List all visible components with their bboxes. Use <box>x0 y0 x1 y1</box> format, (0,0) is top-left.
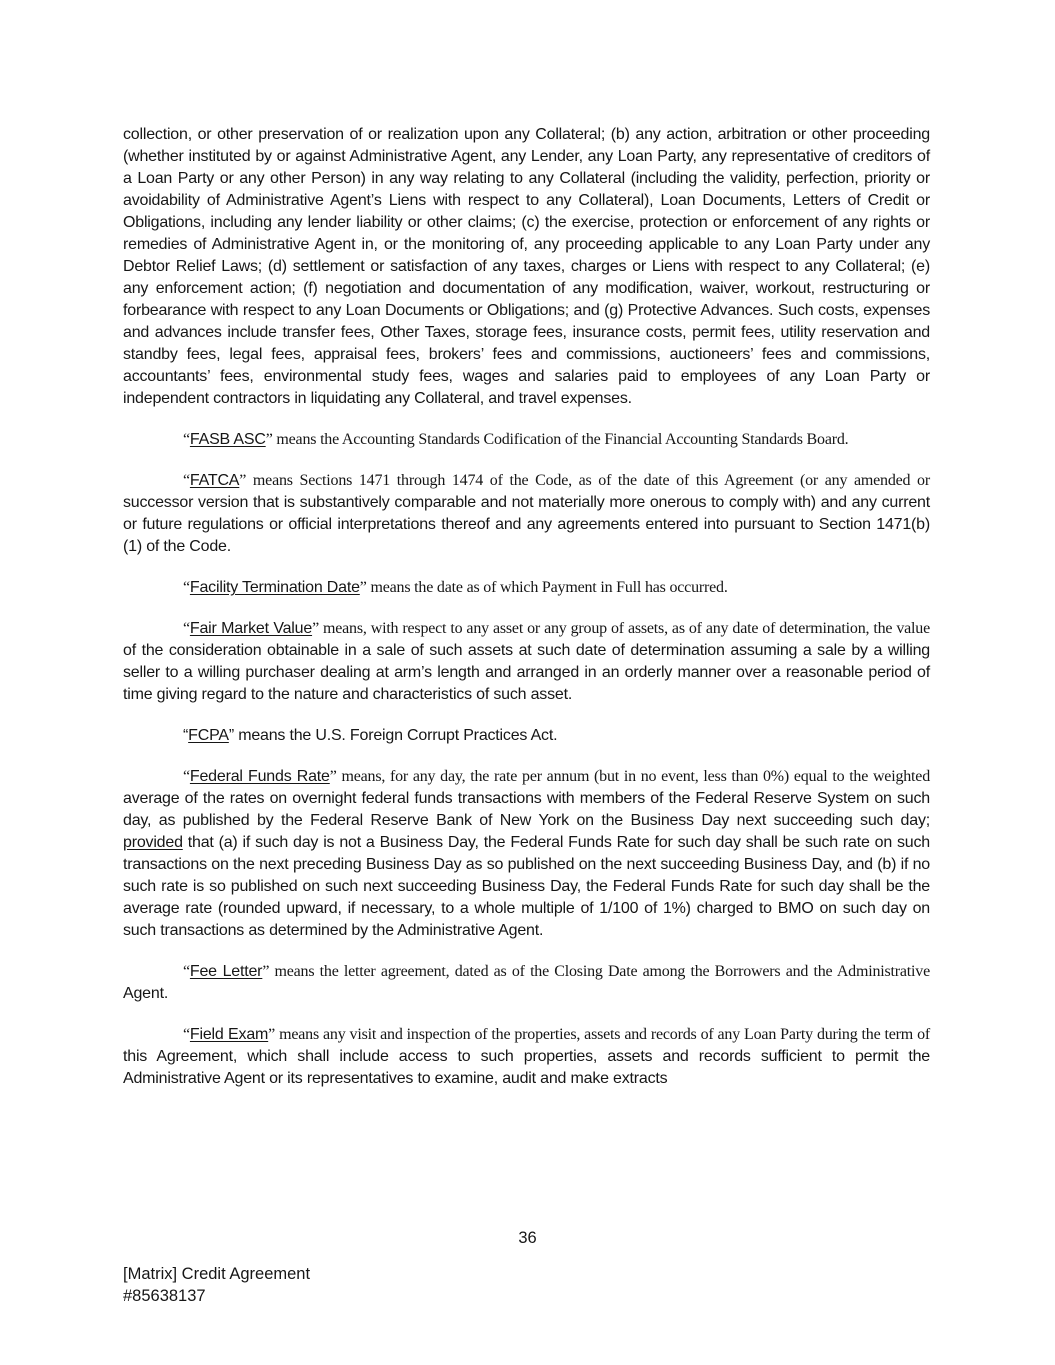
defined-term-fatca: FATCA <box>189 472 240 489</box>
defined-term-fee-letter: Fee Letter <box>189 963 263 980</box>
definition-text: ” means any visit and inspection of the properties, assets and records of any Loan Party during the term of this Agreement, which shall include access to such properties, assets and records sufficient to permit the Administrative Agent or its representatives to examine, audit and make extracts <box>123 1026 930 1087</box>
open-quote: “ <box>183 472 190 489</box>
definition-text: ” means the U.S. Foreign Corrupt Practices Act. <box>228 727 558 744</box>
definition-federal-funds-rate <box>123 766 930 942</box>
open-quote: “ <box>183 579 190 596</box>
open-quote: “ <box>183 963 190 980</box>
definition-fair-market-value <box>123 618 930 706</box>
defined-term-facility-termination-date: Facility Termination Date <box>189 579 360 596</box>
definition-text: ” means, with respect to any asset or any group of assets, as of any date of determination, the value of the consideration obtainable in a sale of such assets at such date of determination assuming a sale by a willing seller to a willing purchaser dealing at arm’s length and arranged in an orderly manner over a reasonable period of time giving regard to the nature and characteristics of such asset. <box>123 620 930 703</box>
definition-facility-termination-date <box>123 577 930 599</box>
definition-text: that (a) if such day is not a Business Day, the Federal Funds Rate for such day shall be such rate on such transactions on the next preceding Business Day as so published on the next succeeding Business Day, and (b) if no such rate is so published on such next succeeding Business Day, the Federal Funds Rate for such day shall be the average rate (rounded upward, if necessary, to a whole multiple of 1/100 of 1%) charged to BMO on such day on such transactions as determined by the Administrative Agent. <box>123 834 930 939</box>
open-quote: “ <box>183 1026 190 1043</box>
open-quote: “ <box>183 768 190 785</box>
open-quote: “ <box>183 727 189 744</box>
paragraph-continuation: collection, or other preservation of or realization upon any Collateral; (b) any action, arbitration or other proceeding (whether instituted by or against Administrative Agent, any Lender, any Loan Party, any representative of creditors of a Loan Party or any other Person) in any way relating to any Collateral (including the validity, perfection, priority or avoidability of Administrative Agent’s Liens with respect to any Collateral), Loan Documents, Letters of Credit or Obligations, including any lender liability or other claims; (c) the exercise, protection or enforcement of any rights or remedies of Administrative Agent in, or the monitoring of, any proceeding applicable to any Loan Party under any Debtor Relief Laws; (d) settlement or satisfaction of any taxes, charges or Liens with respect to any Collateral; (e) any enforcement action; (f) negotiation and documentation of any modification, waiver, workout, restructuring or forbearance with respect to any Loan Documents or Obligations; and (g) Protective Advances. Such costs, expenses and advances include transfer fees, Other Taxes, storage fees, insurance costs, permit fees, utility reservation and standby fees, legal fees, appraisal fees, brokers’ fees and commissions, auctioneers’ fees and commissions, accountants’ fees, environmental study fees, wages and salaries paid to employees of any Loan Party or independent contractors in liquidating any Collateral, and travel expenses. <box>123 126 930 407</box>
definition-fasb-asc <box>123 429 930 451</box>
footer-doc-number: #85638137 <box>123 1287 206 1305</box>
underlined-word-provided: provided <box>123 834 183 851</box>
defined-term-fcpa: FCPA <box>188 727 229 744</box>
page-number: 36 <box>518 1229 537 1247</box>
open-quote: “ <box>183 620 190 637</box>
defined-term-fasb-asc: FASB ASC <box>189 431 266 448</box>
definition-text: ” means Sections 1471 through 1474 of the Code, as of the date of this Agreement (or any amended or successor version that is substantively comparable and not materially more onerous to comply with) and any current or future regulations or official interpretations thereof and any agreements entered into pursuant to Section 1471(b)(1) of the Code. <box>123 472 930 555</box>
definition-fatca <box>123 470 930 558</box>
definition-fee-letter <box>123 961 930 1005</box>
footer-doc-title: [Matrix] Credit Agreement <box>123 1265 311 1283</box>
definition-text: ” means the Accounting Standards Codification of the Financial Accounting Standards Board. <box>265 431 849 448</box>
defined-term-fair-market-value: Fair Market Value <box>189 620 313 637</box>
open-quote: “ <box>183 431 190 448</box>
body-text <box>123 124 930 1090</box>
definition-text: ” means the date as of which Payment in Full has occurred. <box>359 579 728 596</box>
defined-term-field-exam: Field Exam <box>189 1026 269 1043</box>
definition-field-exam <box>123 1024 930 1090</box>
definition-text: ” means, for any day, the rate per annum (but in no event, less than 0%) equal to the weighted average of the rates on overnight federal funds transactions with members of the Federal Reserve System on such day, as published by the Federal Reserve Bank of New York on the Business Day next succeeding such day; <box>123 768 931 829</box>
document-footer <box>123 1263 310 1307</box>
definition-fcpa <box>123 725 930 747</box>
definition-text: ” means the letter agreement, dated as of the Closing Date among the Borrowers and the Administrative Agent. <box>123 963 931 1002</box>
defined-term-federal-funds-rate: Federal Funds Rate <box>189 768 330 785</box>
